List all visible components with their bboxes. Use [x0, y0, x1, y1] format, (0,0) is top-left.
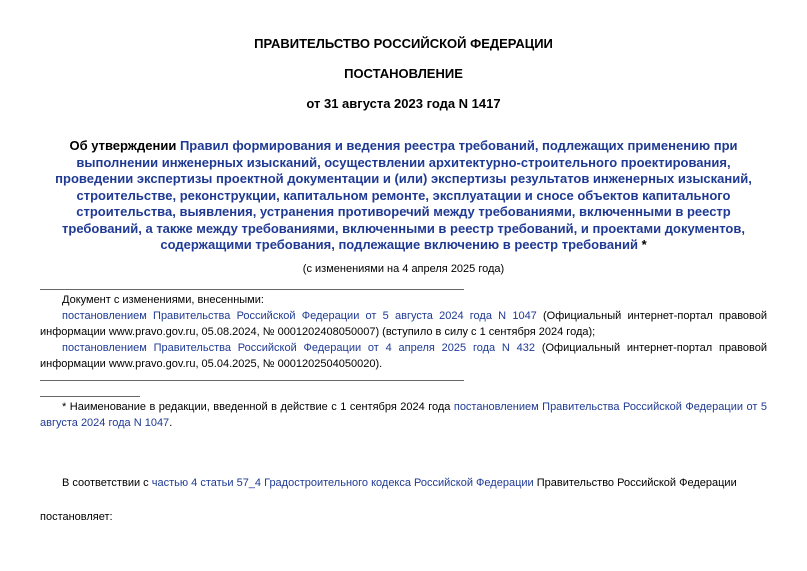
- changes-bottom-rule: [40, 380, 464, 381]
- preamble-paragraph: [40, 475, 767, 491]
- document-title: [40, 138, 767, 254]
- document-date-number: от 31 августа 2023 года N 1417: [306, 96, 501, 111]
- grad-code-link[interactable]: частью 4 статьи 57_4 Градостроительного кодекса Российской Федерации: [151, 477, 534, 489]
- title-asterisk: *: [637, 237, 647, 252]
- preamble-end: Правительство Российской Федерации: [533, 477, 737, 489]
- changes-top-rule: [40, 289, 464, 290]
- change-item-1-text: (Официальный интернет-портал правовой информации www.pravo.gov.ru, 05.08.2024, № 0001202408050007) (вступило в силу с 1 сентября 2024 года);: [40, 310, 768, 338]
- change-item-2-link[interactable]: постановлением Правительства Российской Федерации от 4 апреля 2025 года N 432: [62, 342, 536, 354]
- amendments-note: (с изменениями на 4 апреля 2025 года): [302, 263, 505, 275]
- changes-intro: Документ с изменениями, внесенными:: [62, 294, 264, 306]
- footnote: [40, 399, 767, 431]
- preamble-start: В соответствии с: [62, 477, 152, 489]
- footnote-rule: [40, 396, 140, 397]
- change-item-1: [40, 308, 767, 340]
- title-prefix: Об утверждении: [69, 138, 180, 153]
- change-item-2-text: (Официальный интернет-портал правовой информации www.pravo.gov.ru, 05.04.2025, № 0001202504050020).: [40, 342, 767, 370]
- document-type: ПОСТАНОВЛЕНИЕ: [344, 66, 463, 81]
- government-heading: ПРАВИТЕЛЬСТВО РОССИЙСКОЙ ФЕДЕРАЦИИ: [254, 36, 553, 51]
- footnote-link[interactable]: постановлением Правительства Российской Федерации от 5 августа 2024 года N 1047: [40, 401, 767, 429]
- changes-block: [40, 292, 767, 372]
- footnote-text: * Наименование в редакции, введенной в действие с 1 сентября 2024 года: [62, 401, 454, 413]
- change-item-2: [40, 340, 767, 372]
- change-item-1-link[interactable]: постановлением Правительства Российской Федерации от 5 августа 2024 года N 1047: [62, 310, 537, 322]
- footnote-end: .: [169, 417, 173, 429]
- title-rules-link[interactable]: Правил формирования и ведения реестра требований, подлежащих применению при выполнении инженерных изысканий, осуществлении архитектурно-строительного проектирования, проведении экспертизы проектной документации и (или) экспертизы результатов инженерных изысканий, строительстве, реконструкции, капитальном ремонте, эксплуатации и сносе объектов капитального строительства, выявления, устранения противоречий между требованиями, включенными в реестр требований, а также между требованиями, включенными в реестр требований, и проектами документов, содержащими требования, подлежащие включению в реестр требований: [55, 138, 752, 252]
- resolves-paragraph: постановляет:: [40, 511, 113, 523]
